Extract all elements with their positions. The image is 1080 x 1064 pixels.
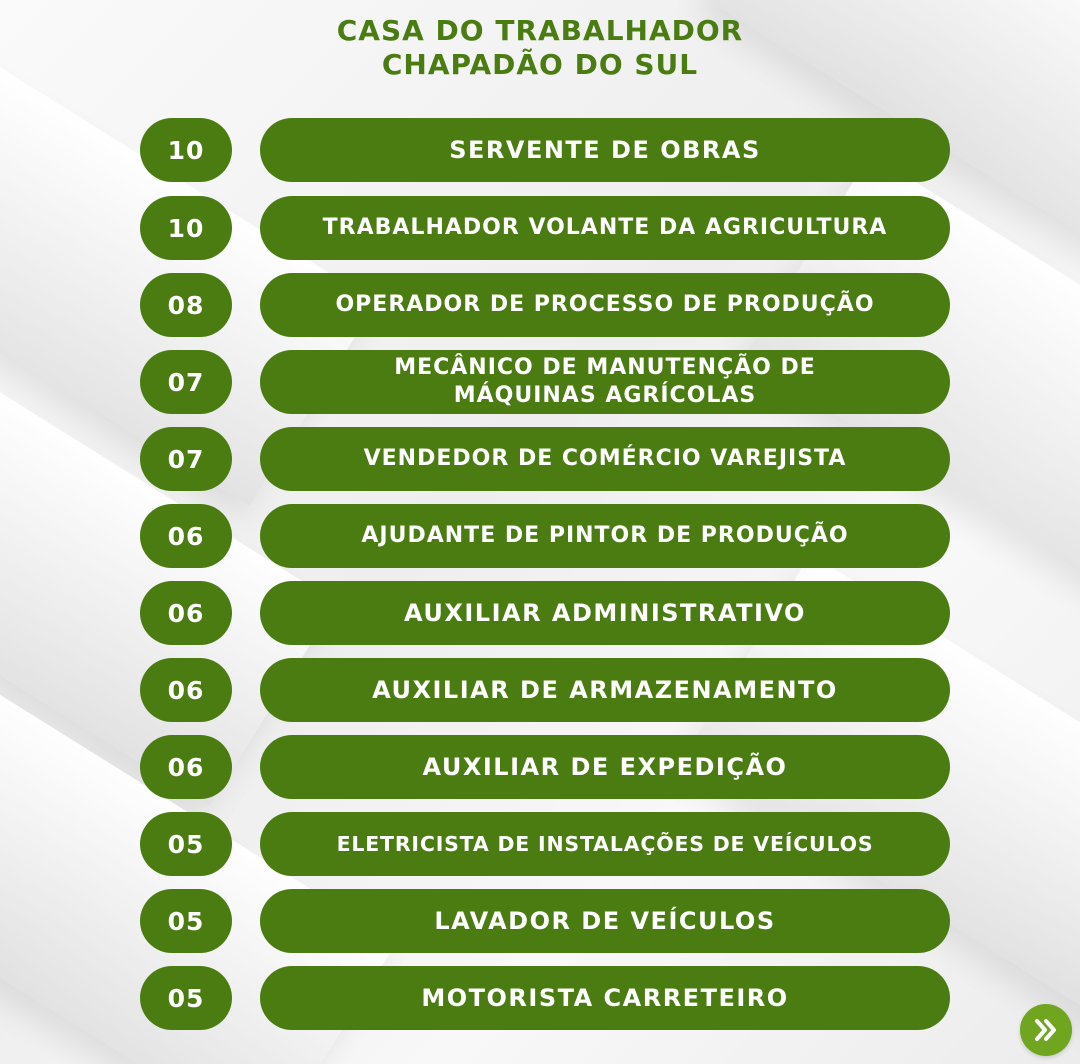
list-item [0,812,1080,876]
job-title-line-1: MECÂNICO DE MANUTENÇÃO DE [394,355,816,380]
vacancy-count: 07 [140,350,232,414]
vacancy-count: 08 [140,273,232,337]
list-item [0,273,1080,337]
page-title [0,14,1080,82]
title-line-2: CHAPADÃO DO SUL [381,48,699,81]
vacancy-count: 06 [140,581,232,645]
vacancy-count: 07 [140,427,232,491]
job-title: SERVENTE DE OBRAS [260,118,950,182]
job-title-line-2: MÁQUINAS AGRÍCOLAS [453,383,757,408]
job-title: OPERADOR DE PROCESSO DE PRODUÇÃO [260,273,950,337]
vacancy-count: 05 [140,812,232,876]
double-chevron-right-icon [1031,1015,1061,1045]
list-item [0,966,1080,1030]
vacancy-count: 06 [140,504,232,568]
job-title [260,350,950,414]
next-button[interactable] [1020,1004,1072,1056]
job-title: AUXILIAR DE EXPEDIÇÃO [260,735,950,799]
list-item [0,735,1080,799]
list-item [0,504,1080,568]
job-title: AJUDANTE DE PINTOR DE PRODUÇÃO [260,504,950,568]
vacancy-count: 10 [140,196,232,260]
vacancy-count: 10 [140,118,232,182]
list-item [0,658,1080,722]
list-item [0,350,1080,414]
list-item [0,427,1080,491]
vacancy-count: 06 [140,735,232,799]
job-title: VENDEDOR DE COMÉRCIO VAREJISTA [260,427,950,491]
list-item [0,889,1080,953]
job-title: AUXILIAR DE ARMAZENAMENTO [260,658,950,722]
job-title: MOTORISTA CARRETEIRO [260,966,950,1030]
vacancy-count: 06 [140,658,232,722]
title-line-1: CASA DO TRABALHADOR [336,14,744,47]
job-title: LAVADOR DE VEÍCULOS [260,889,950,953]
vacancy-count: 05 [140,889,232,953]
job-title: AUXILIAR ADMINISTRATIVO [260,581,950,645]
list-item [0,196,1080,260]
vacancy-count: 05 [140,966,232,1030]
job-title: TRABALHADOR VOLANTE DA AGRICULTURA [260,196,950,260]
job-title: ELETRICISTA DE INSTALAÇÕES DE VEÍCULOS [260,812,950,876]
list-item [0,118,1080,182]
list-item [0,581,1080,645]
